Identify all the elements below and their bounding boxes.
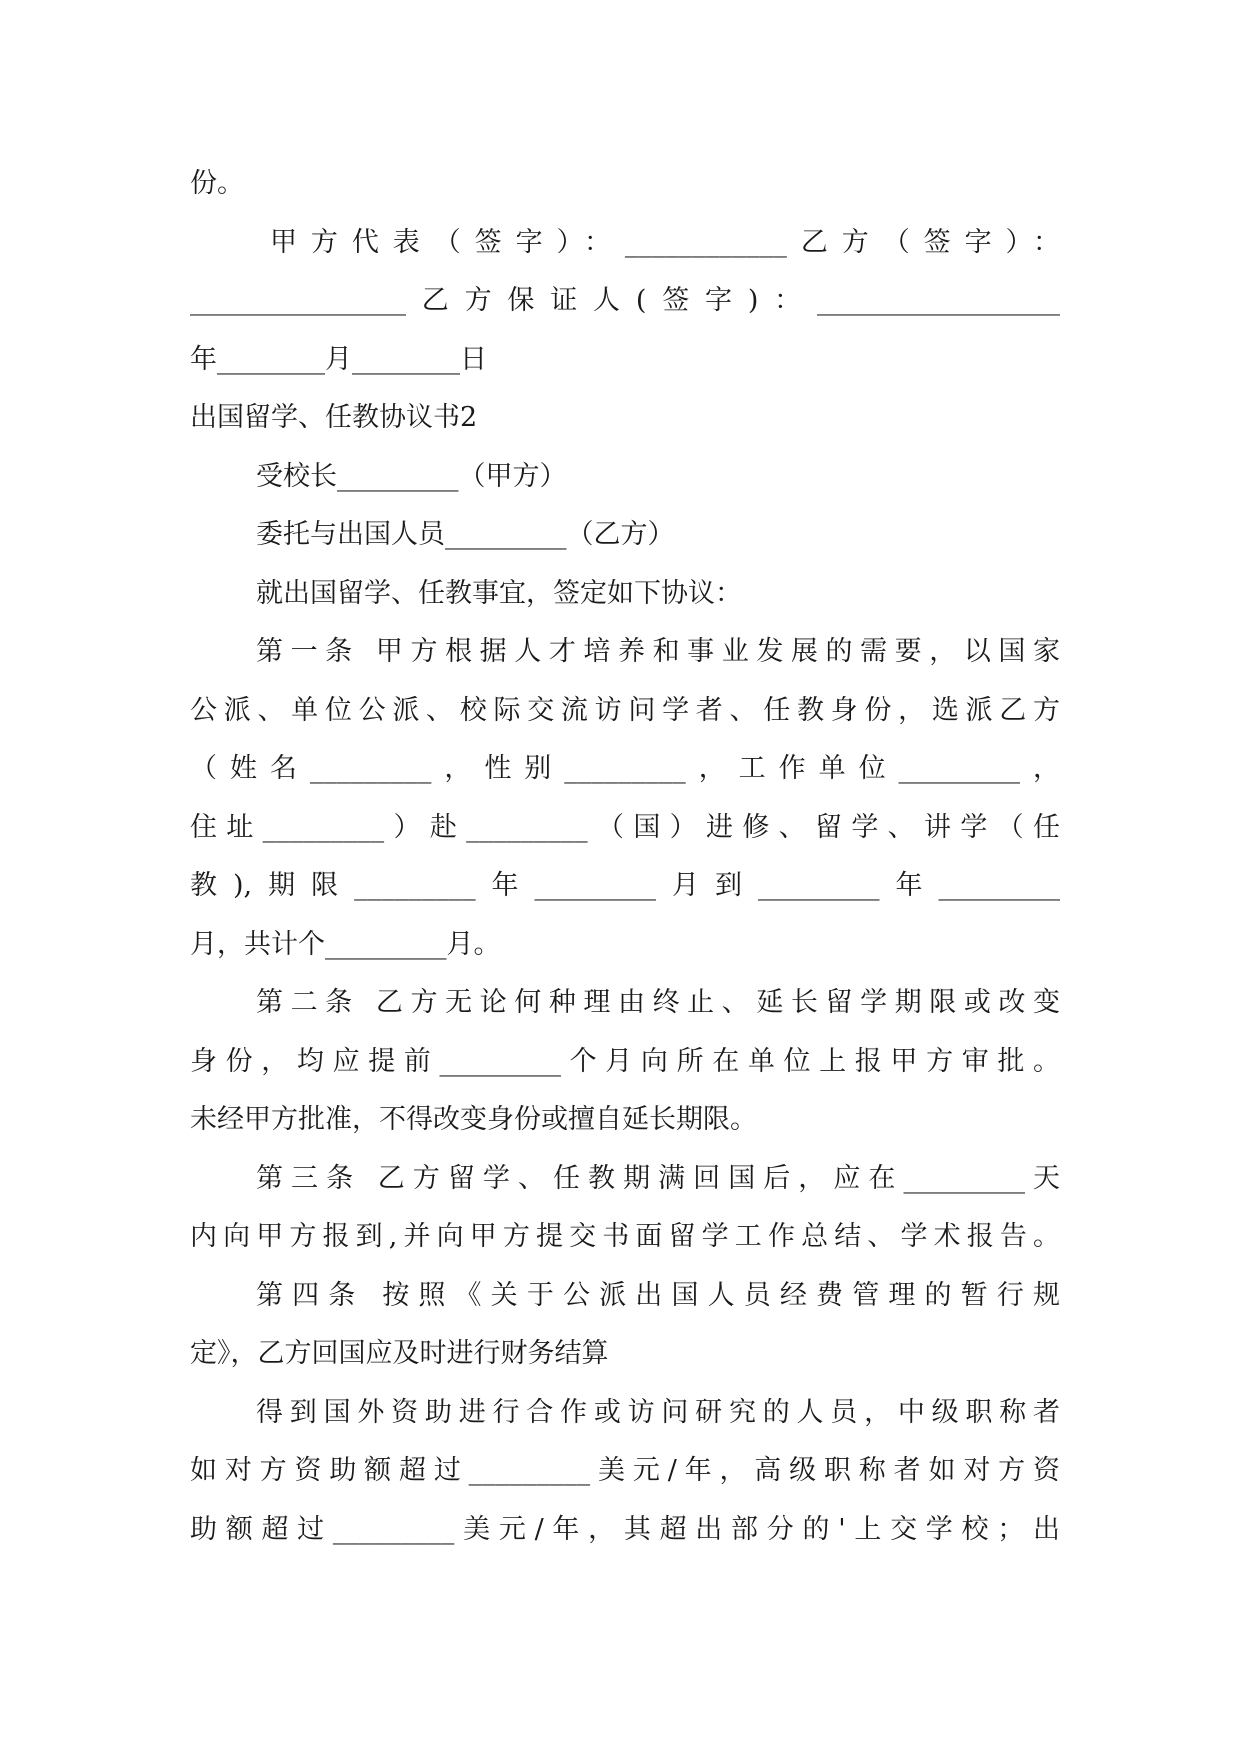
article-1-line: （姓名_________，性别_________，工作单位_________， [190, 753, 1060, 784]
funding-paragraph-line: 助额超过_________美元/年，其超出部分的'上交学校；出 [190, 1513, 1060, 1545]
text-line: 份。 [190, 168, 244, 199]
article-4-line: 定》，乙方回国应及时进行财务结算 [190, 1338, 609, 1369]
funding-paragraph-line: 得到国外资助进行合作或访问研究的人员，中级职称者 [256, 1396, 1060, 1428]
article-4-line: 第四条 按照《关于公派出国人员经费管理的暂行规 [256, 1279, 1060, 1311]
article-1-line: 住址_________）赴_________（国）进修、留学、讲学（任 [190, 811, 1060, 843]
article-2-line: 未经甲方批准，不得改变身份或擅自延长期限。 [190, 1104, 757, 1135]
article-3-line: 第三条 乙方留学、任教期满回国后，应在_________天 [256, 1162, 1060, 1194]
date-line: 年________月________日 [190, 343, 487, 375]
funding-paragraph-line: 如对方资助额超过_________美元/年，高级职称者如对方资 [190, 1455, 1060, 1486]
article-1-line: 第一条 甲方根据人才培养和事业发展的需要，以国家 [256, 636, 1060, 667]
signature-line-representatives: 甲方代表（签字）：____________乙方（签字）： [270, 226, 1060, 258]
party-a-line: 受校长_________（甲方） [256, 460, 567, 492]
preamble-line: 就出国留学、任教事宜，签定如下协议： [256, 577, 742, 609]
party-b-line: 委托与出国人员_________（乙方） [256, 519, 675, 550]
article-2-line: 第二条 乙方无论何种理由终止、延长留学期限或改变 [256, 987, 1060, 1018]
document-body [190, 155, 1060, 1559]
article-1-line: 月，共计个_________月。 [190, 928, 501, 960]
article-3-line: 内向甲方报到,并向甲方提交书面留学工作总结、学术报告。 [190, 1221, 1060, 1252]
signature-line-guarantor: ________________乙方保证人(签字)：__________________ [190, 285, 1060, 316]
article-1-line: 教),期限_________年_________月到_________年_________ [190, 870, 1060, 901]
article-2-line: 身份，均应提前_________个月向所在单位上报甲方审批。 [190, 1045, 1060, 1077]
article-1-line: 公派、单位公派、校际交流访问学者、任教身份，选派乙方 [190, 694, 1060, 726]
document-title: 出国留学、任教协议书2 [190, 402, 478, 433]
